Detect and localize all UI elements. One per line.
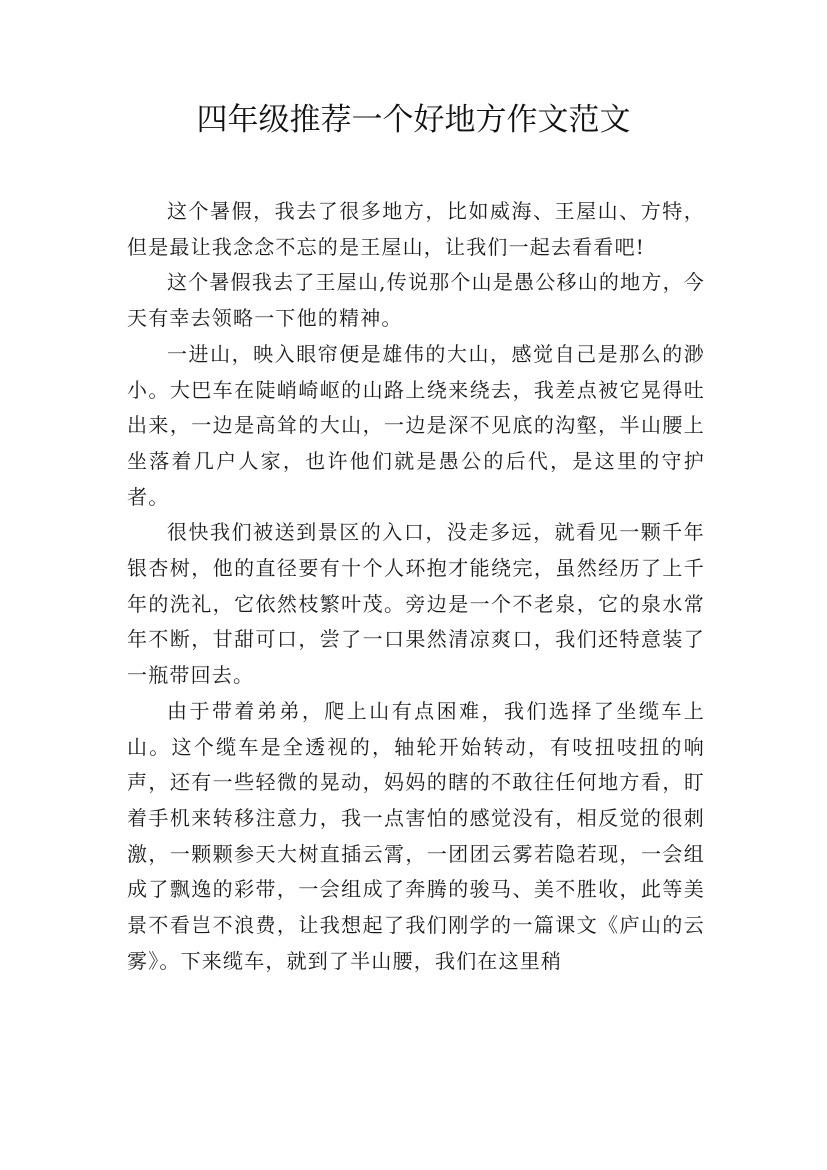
paragraph: 很快我们被送到景区的入口，没走多远，就看见一颗千年银杏树，他的直径要有十个人环抱才能绕完，虽然经历了上千年的洗礼，它依然枝繁叶茂。旁边是一个不老泉，它的泉水常年不断，甘甜可口，尝了一口果然清凉爽口，我们还特意装了一瓶带回去。: [127, 520, 705, 688]
paragraph: 这个暑假我去了王屋山,传说那个山是愚公移山的地方，今天有幸去领略一下他的精神。: [127, 270, 705, 331]
page-title: 四年级推荐一个好地方作文范文: [196, 102, 631, 138]
paragraph: 一进山，映入眼帘便是雄伟的大山，感觉自己是那么的渺小。大巴车在陡峭崎岖的山路上绕来绕去，我差点被它晃得吐出来，一边是高耸的大山，一边是深不见底的沟壑，半山腰上坐落着几户人家，也许他们就是愚公的后代，是这里的守护者。: [127, 341, 705, 509]
essay-body: [127, 194, 705, 979]
paragraph: 这个暑假，我去了很多地方，比如威海、王屋山、方特，但是最让我念念不忘的是王屋山，让我们一起去看看吧!: [127, 199, 705, 259]
paragraph: 由于带着弟弟，爬上山有点困难，我们选择了坐缆车上山。这个缆车是全透视的，轴轮开始转动，有吱扭吱扭的响声，还有一些轻微的晃动，妈妈的瞎的不敢往任何地方看，盯着手机来转移注意力，我一点害怕的感觉没有，相反觉的很刺激，一颗颗参天大树直插云霄，一团团云雾若隐若现，一会组成了飘逸的彩带，一会组成了奔腾的骏马、美不胜收，此等美景不看岂不浪费，让我想起了我们刚学的一篇课文《庐山的云雾》。下来缆车，就到了半山腰，我们在这里稍: [127, 698, 705, 973]
